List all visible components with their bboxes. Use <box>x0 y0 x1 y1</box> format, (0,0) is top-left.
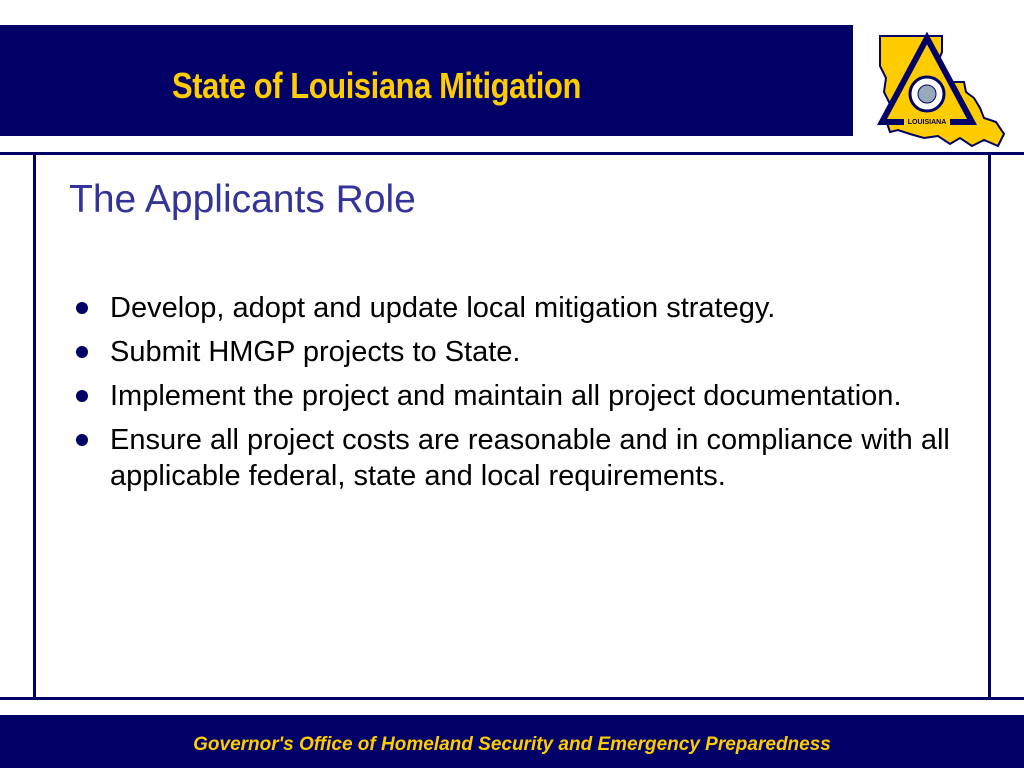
header-title: State of Louisiana Mitigation <box>172 65 581 106</box>
bullet-text: Submit HMGP projects to State. <box>110 336 521 368</box>
bullet-icon <box>76 434 88 446</box>
bullet-icon <box>76 302 88 314</box>
louisiana-map-logo <box>868 22 1010 150</box>
footer-text: Governor's Office of Homeland Security and Emergency Preparedness <box>193 734 831 755</box>
bullet-text: Implement the project and maintain all project documentation. <box>110 380 902 412</box>
bullet-icon <box>76 390 88 402</box>
slide-title: The Applicants Role <box>69 178 416 221</box>
top-divider <box>0 152 1024 155</box>
bullet-item <box>70 378 950 414</box>
bullet-item <box>70 422 950 494</box>
bullet-text: Ensure all project costs are reasonable and in compliance with all applicable federal, state and local requirements. <box>110 424 950 492</box>
bullet-item <box>70 290 950 326</box>
logo-text: LOUISIANA <box>907 119 947 126</box>
louisiana-emblem-icon <box>868 22 1010 150</box>
right-border <box>988 152 991 700</box>
bottom-divider <box>0 697 1024 700</box>
bullet-list <box>70 290 950 502</box>
bullet-text: Develop, adopt and update local mitigation strategy. <box>110 292 776 324</box>
bullet-icon <box>76 346 88 358</box>
bullet-item <box>70 334 950 370</box>
left-border <box>33 152 36 700</box>
